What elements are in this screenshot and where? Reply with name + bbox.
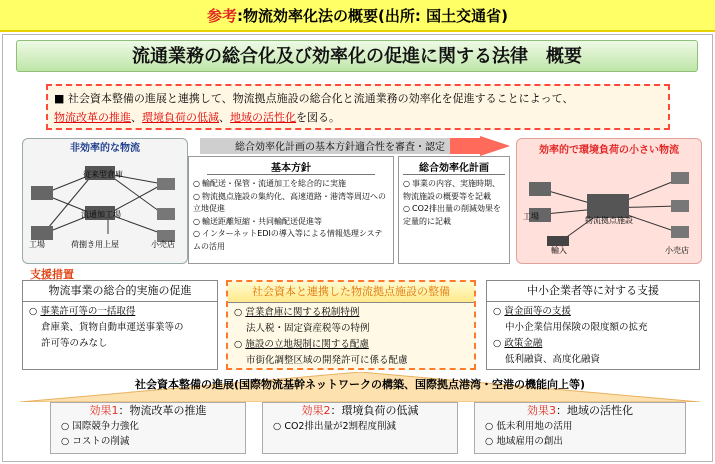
basic-policy-box [188, 156, 394, 264]
label-logistics-facility: 物流拠点施設 [585, 216, 633, 225]
header-ref: 参考 [207, 7, 238, 25]
infrastructure-arrow-text: 社会資本整備の進展(国際物流基幹ネットワークの構築、国際拠点港湾・空港の機能向上等) [134, 378, 586, 391]
basic-policy-title: 基本方針 [207, 159, 375, 175]
effect-item: ○ 低未利用地の活用 [485, 421, 573, 432]
store-icon [671, 172, 689, 184]
column-title: 物流事業の総合的実施の促進 [23, 281, 217, 302]
effect-item: ○ 地域雇用の創出 [485, 436, 563, 447]
effect-title: ：環境負荷の低減 [330, 404, 419, 417]
label-factory: 工場 [29, 240, 45, 249]
support-item: ○ 施設の立地規制に関する配慮 [234, 339, 369, 350]
label-store: 小売店 [665, 246, 689, 255]
effect-item: ○ CO2排出量が2割程度削減 [273, 421, 397, 432]
factory-icon [31, 226, 53, 240]
effect-item-text: 低未利用地の活用 [496, 421, 573, 432]
store-icon [157, 178, 175, 190]
support-item: ○ 営業倉庫に関する税制特例 [234, 307, 360, 318]
effect-title: ：地域の活性化 [556, 404, 633, 417]
efficient-logistics-panel [516, 138, 702, 264]
efficient-title: 効率的で環境負荷の小さい物流 [539, 145, 679, 156]
support-item-text: 営業倉庫に関する税制特例 [245, 307, 360, 318]
support-detail: 市街化調整区域の開発許可に係る配慮 [246, 355, 408, 366]
label-warehouse: 従来型倉庫 [83, 170, 123, 179]
column-title: 中小企業者等に対する支援 [487, 281, 699, 302]
label-processing-plant: 流通加工場 [81, 210, 121, 219]
intro-highlight-2: 環境負荷の低減 [142, 111, 219, 124]
label-factory: 工場 [523, 212, 539, 221]
support-item: ○ 資金面等の支援 [493, 306, 571, 317]
label-store: 小売店 [151, 240, 175, 249]
header-title: :物流効率化法の概要(出所: 国土交通省) [237, 7, 508, 25]
page-header [0, 0, 715, 32]
intro-box [46, 84, 670, 130]
support-item: ○ 事業許可等の一括取得 [29, 306, 136, 317]
policy-item: ○ 物流拠点施設の集約化、高速道路・港湾等周辺への立地促進 [193, 191, 389, 216]
main-title: 流通業務の総合化及び効率化の促進に関する法律 概要 [16, 40, 698, 72]
inefficient-logistics-panel [22, 138, 188, 264]
inefficient-title: 非効率的な物流 [70, 143, 140, 154]
support-item-text: 政策金融 [504, 338, 543, 349]
support-item-text: 施設の立地規制に関する配慮 [245, 339, 369, 350]
intro-highlight-1: 物流改革の推進 [54, 111, 131, 124]
intro-sep: 、 [131, 111, 142, 124]
intro-line1: ■ 社会資本整備の進展と連携して、物流拠点施設の総合化と流通業務の効率化を促進することによって、 [54, 92, 574, 105]
support-column-1 [22, 280, 218, 370]
support-detail: 倉庫業、貨物自動車運送事業等の [41, 322, 184, 333]
store-icon [157, 208, 175, 220]
efficiency-plan-title: 総合効率化計画 [403, 159, 505, 175]
policy-item: ○ 輸配送・保管・流通加工を総合的に実施 [193, 178, 389, 191]
approval-arrow-text: 総合効率化計画の基本方針適合性を審査・認定 [235, 142, 445, 153]
effect-number: 効果3 [527, 404, 556, 417]
policy-item: ○ 輸送距離短縮・共同輸配送促進等 [193, 216, 389, 229]
support-item-text: 事業許可等の一括取得 [40, 306, 136, 317]
intro-sep: 、 [219, 111, 230, 124]
support-column-3 [486, 280, 700, 370]
plan-item: ○ 事業の内容、実施時期、物流施設の概要等を記載 [403, 178, 505, 203]
label-loading-shed: 荷捌き用上屋 [71, 240, 119, 249]
effect-box-1 [50, 402, 246, 454]
effect-item-text: 国際競争力強化 [72, 421, 139, 432]
intro-highlight-3: 地域の活性化 [230, 111, 296, 124]
intro-end: を図る。 [296, 111, 340, 124]
factory-icon [31, 186, 53, 200]
policy-item: ○ インターネットEDIの導入等による情報処理システムの活用 [193, 228, 389, 253]
effect-box-3 [474, 402, 686, 454]
effect-item: ○ コストの削減 [61, 436, 130, 447]
support-detail: 低利融資、高度化融資 [505, 354, 601, 365]
effect-item-text: CO2排出量が2割程度削減 [284, 421, 397, 432]
effect-item-text: 地域雇用の創出 [496, 436, 563, 447]
support-detail: 許可等のみなし [41, 338, 108, 349]
support-title: 支援措置 [30, 268, 74, 281]
support-item: ○ 政策金融 [493, 338, 543, 349]
factory-icon [529, 182, 551, 196]
store-icon [671, 200, 689, 212]
effect-number: 効果1 [89, 404, 119, 417]
plan-item: ○ CO2排出量の削減効果を定量的に記載 [403, 203, 505, 228]
effect-item-text: コストの削減 [72, 436, 130, 447]
effect-title: ：物流改革の推進 [118, 404, 207, 417]
effect-number: 効果2 [301, 404, 331, 417]
support-item-text: 資金面等の支援 [504, 306, 571, 317]
effect-item: ○ 国際競争力強化 [61, 421, 139, 432]
intro-line2 [54, 108, 662, 127]
label-import: 輸入 [551, 246, 567, 255]
support-detail: 法人税・固定資産税等の特例 [246, 323, 370, 334]
support-column-2 [226, 280, 476, 370]
support-detail: 中小企業信用保険の限度額の拡充 [505, 322, 648, 333]
effect-box-2 [262, 402, 458, 454]
efficiency-plan-box [398, 156, 510, 264]
store-icon [671, 226, 689, 238]
column-title: 社会資本と連携した物流拠点施設の整備 [228, 282, 474, 303]
